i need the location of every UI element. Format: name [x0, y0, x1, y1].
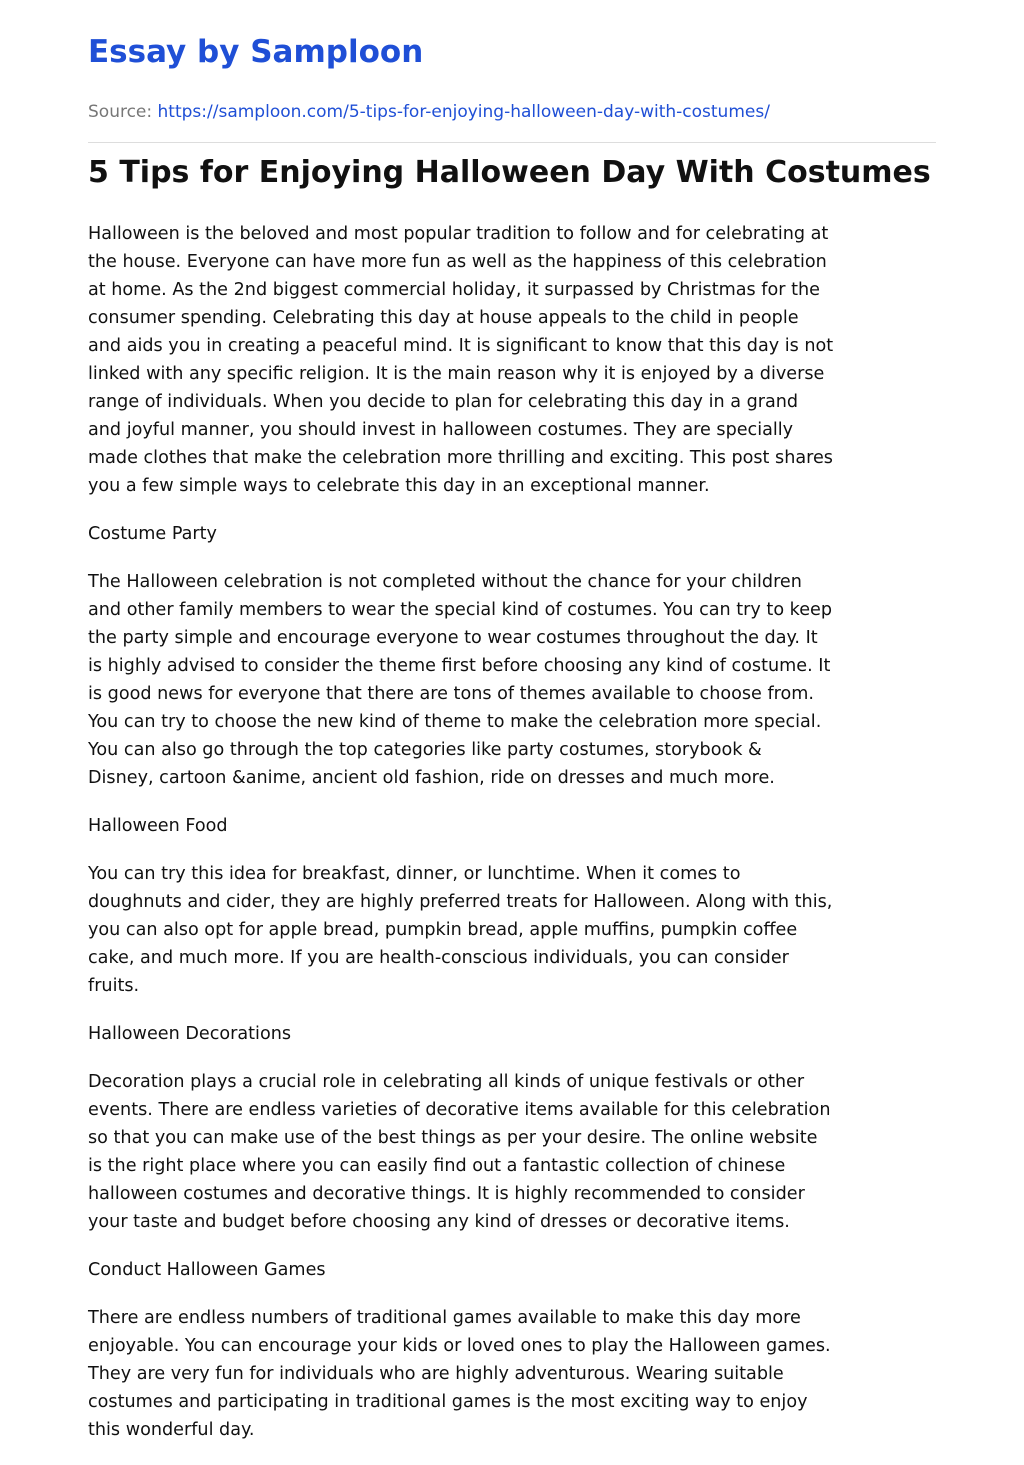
intro-line: consumer spending. Celebrating this day at house appeals to the child in people [88, 308, 799, 328]
paragraph-line: so that you can make use of the best things as per your desire. The online website [88, 1128, 818, 1148]
paragraph-line: is the right place where you can easily find out a fantastic collection of chinese [88, 1156, 786, 1176]
paragraph-line: the party simple and encourage everyone to wear costumes throughout the day. It [88, 628, 818, 648]
paragraph-line: you can also opt for apple bread, pumpkin bread, apple muffins, pumpkin coffee [88, 920, 798, 940]
paragraph-line: your taste and budget before choosing any kind of dresses or decorative items. [88, 1212, 790, 1232]
paragraph-line: You can also go through the top categories like party costumes, storybook & [88, 740, 762, 760]
intro-line: the house. Everyone can have more fun as well as the happiness of this celebration [88, 252, 827, 272]
paragraph-line: You can try this idea for breakfast, dinner, or lunchtime. When it comes to [88, 864, 741, 884]
paragraph-line: is good news for everyone that there are tons of themes available to choose from. [88, 684, 814, 704]
intro-line: at home. As the 2nd biggest commercial holiday, it surpassed by Christmas for the [88, 280, 820, 300]
source-label: Source: [88, 102, 153, 122]
source-link[interactable]: https://samploon.com/5-tips-for-enjoying-halloween-day-with-costumes/ [157, 102, 770, 122]
section-paragraph-halloween-food [88, 860, 948, 1000]
intro-line: linked with any specific religion. It is the main reason why it is enjoyed by a diverse [88, 364, 825, 384]
paragraph-line: halloween costumes and decorative things. It is highly recommended to consider [88, 1184, 805, 1204]
paragraph-line: costumes and participating in traditional games is the most exciting way to enjoy [88, 1392, 808, 1412]
section-paragraph-costume-party [88, 568, 948, 792]
paragraph-line: The Halloween celebration is not completed without the chance for your children [88, 572, 802, 592]
source-line [88, 102, 770, 122]
paragraph-line: doughnuts and cider, they are highly preferred treats for Halloween. Along with this, [88, 892, 833, 912]
intro-line: and joyful manner, you should invest in halloween costumes. They are specially [88, 420, 794, 440]
paragraph-line: Decoration plays a crucial role in celebrating all kinds of unique festivals or other [88, 1072, 805, 1092]
intro-line: made clothes that make the celebration more thrilling and exciting. This post shares [88, 448, 833, 468]
paragraph-line: cake, and much more. If you are health-conscious individuals, you can consider [88, 948, 789, 968]
paragraph-line: events. There are endless varieties of decorative items available for this celebration [88, 1100, 831, 1120]
paragraph-line: Disney, cartoon &anime, ancient old fashion, ride on dresses and much more. [88, 768, 775, 788]
paragraph-line: and other family members to wear the special kind of costumes. You can try to keep [88, 600, 833, 620]
section-paragraph-halloween-decorations [88, 1068, 948, 1236]
intro-paragraph [88, 220, 948, 500]
intro-line: range of individuals. When you decide to plan for celebrating this day in a grand [88, 392, 799, 412]
article-title: 5 Tips for Enjoying Halloween Day With Costumes [88, 155, 931, 190]
paragraph-line: this wonderful day. [88, 1420, 255, 1440]
article-body [88, 220, 948, 1464]
intro-line: and aids you in creating a peaceful mind. It is significant to know that this day is not [88, 336, 834, 356]
section-heading-halloween-food: Halloween Food [88, 816, 228, 836]
paragraph-line: is highly advised to consider the theme first before choosing any kind of costume. It [88, 656, 831, 676]
section-heading-halloween-games: Conduct Halloween Games [88, 1260, 326, 1280]
header-divider [88, 142, 936, 143]
paragraph-line: fruits. [88, 976, 140, 996]
brand-title[interactable]: Essay by Samploon [88, 34, 424, 70]
section-heading-halloween-decorations: Halloween Decorations [88, 1024, 292, 1044]
section-paragraph-halloween-games [88, 1304, 948, 1444]
paragraph-line: They are very fun for individuals who are highly adventurous. Wearing suitable [88, 1364, 784, 1384]
intro-line: Halloween is the beloved and most popular tradition to follow and for celebrating at [88, 224, 829, 244]
paragraph-line: You can try to choose the new kind of theme to make the celebration more special. [88, 712, 822, 732]
section-heading-costume-party: Costume Party [88, 524, 217, 544]
intro-line: you a few simple ways to celebrate this day in an exceptional manner. [88, 476, 710, 496]
paragraph-line: enjoyable. You can encourage your kids or loved ones to play the Halloween games. [88, 1336, 831, 1356]
paragraph-line: There are endless numbers of traditional games available to make this day more [88, 1308, 801, 1328]
